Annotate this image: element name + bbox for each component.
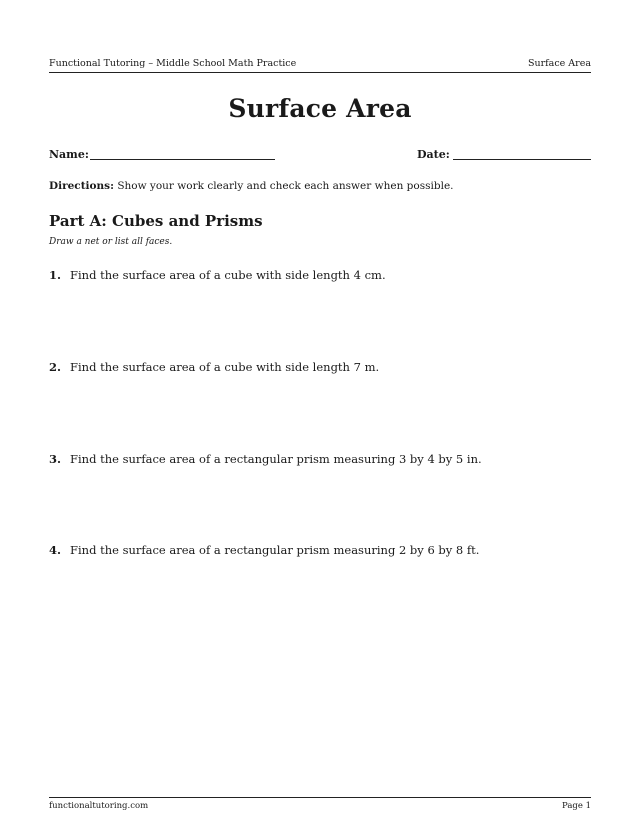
footer-page-number: Page 1	[562, 801, 591, 811]
directions	[49, 180, 591, 192]
page-header	[49, 58, 591, 73]
part-a-subheading: Draw a net or list all faces.	[49, 237, 173, 247]
directions-label: Directions:	[49, 180, 114, 192]
problem-number: 2.	[49, 360, 62, 374]
part-a-heading: Part A: Cubes and Prisms	[49, 212, 263, 230]
date-label: Date:	[417, 148, 450, 161]
problem-text: Find the surface area of a rectangular prism measuring 3 by 4 by 5 in.	[70, 452, 482, 466]
page-title: Surface Area	[228, 94, 412, 123]
name-date-row	[49, 148, 591, 164]
footer-website: functionaltutoring.com	[49, 801, 149, 811]
problem-text: Find the surface area of a cube with side length 4 cm.	[70, 268, 386, 282]
page-footer	[49, 797, 591, 812]
name-label: Name:	[49, 148, 89, 161]
header-topic: Surface Area	[528, 58, 591, 69]
problem-text: Find the surface area of a cube with side length 7 m.	[70, 360, 380, 374]
problem-number: 4.	[49, 543, 62, 557]
directions-text: Show your work clearly and check each answer when possible.	[117, 180, 454, 192]
header-source: Functional Tutoring – Middle School Math Practice	[49, 58, 297, 69]
name-blank-line	[90, 159, 275, 160]
problem-number: 3.	[49, 452, 62, 466]
date-blank-line	[453, 159, 591, 160]
problem-number: 1.	[49, 268, 62, 282]
problem-text: Find the surface area of a rectangular prism measuring 2 by 6 by 8 ft.	[70, 543, 480, 557]
